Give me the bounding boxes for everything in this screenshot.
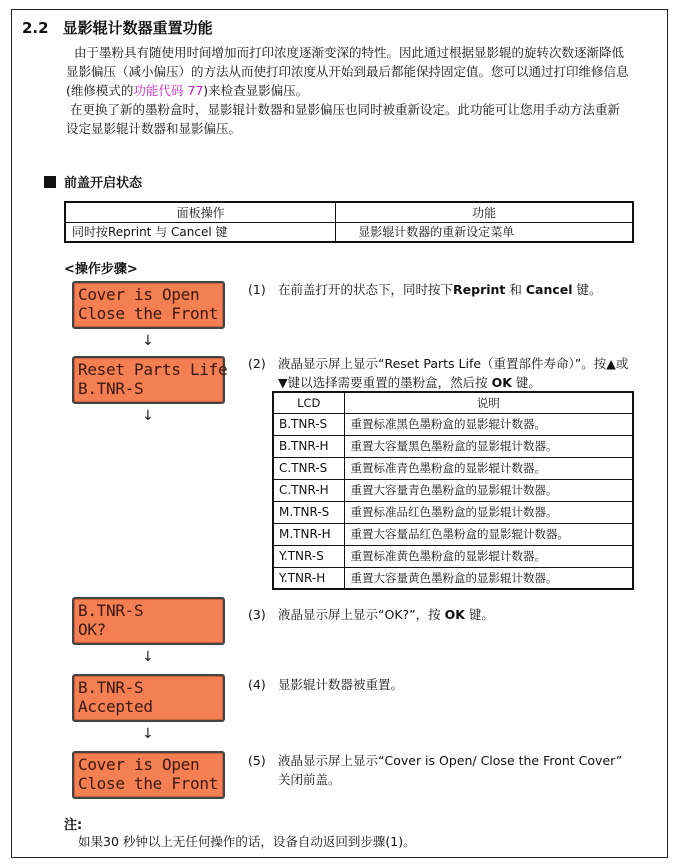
table-row: B.TNR-H 重置大容量黑色墨粉盒的显影辊计数器。 bbox=[273, 435, 633, 457]
table-header: 功能 bbox=[336, 202, 633, 222]
note-text: 如果30 秒钟以上无任何操作的话，设备自动返回到步骤(1)。 bbox=[78, 834, 416, 849]
step-number: (3) bbox=[248, 607, 266, 622]
down-arrow-icon: ↓ bbox=[142, 726, 154, 742]
table-row: M.TNR-H 重置大容量品红色墨粉盒的显影辊计数器。 bbox=[273, 523, 633, 545]
step-2: (2) 液晶显示屏上显示“Reset Parts Life（重置部件寿命）”。按▲或▼键以选择需要重置的墨粉盒，然后按 OK 键。 bbox=[248, 356, 629, 390]
lcd-line: OK? bbox=[78, 620, 106, 639]
lcd-line: Accepted bbox=[78, 697, 153, 716]
lcd-screen-2 bbox=[72, 356, 228, 404]
lcd-line: B.TNR-S bbox=[78, 601, 144, 620]
table-header: 说明 bbox=[344, 392, 633, 413]
page-title bbox=[22, 17, 213, 38]
lcd-line: Cover is Open bbox=[78, 285, 200, 304]
down-arrow-icon: ↓ bbox=[142, 333, 154, 349]
section-title: 显影辊计数器重置功能 bbox=[62, 19, 213, 37]
table-row: M.TNR-S 重置标准品红色墨粉盒的显影辊计数器。 bbox=[273, 501, 633, 523]
lcd-line: Close the Front bbox=[78, 304, 218, 323]
step-number: (1) bbox=[248, 282, 266, 297]
lcd-line: Reset Parts Life bbox=[78, 360, 228, 379]
step-4: (4) 显影辊计数器被重置。 bbox=[248, 677, 404, 692]
lcd-screen-5 bbox=[72, 751, 225, 799]
step-number: (2) bbox=[248, 356, 266, 371]
subsection-title: 前盖开启状态 bbox=[64, 176, 143, 191]
down-arrow-icon: ↓ bbox=[142, 649, 154, 665]
panel-operation-table bbox=[64, 201, 634, 243]
subsection-heading bbox=[44, 172, 142, 191]
lcd-line: Cover is Open bbox=[78, 755, 200, 774]
lcd-screen-1 bbox=[72, 281, 225, 329]
lcd-line: Close the Front bbox=[78, 774, 218, 793]
lcd-line: B.TNR-S bbox=[78, 379, 144, 398]
table-header: 面板操作 bbox=[65, 202, 336, 222]
table-row: Y.TNR-H 重置大容量黄色墨粉盒的显影辊计数器。 bbox=[273, 567, 633, 589]
step-number: (4) bbox=[248, 677, 266, 692]
lcd-description-table bbox=[272, 391, 634, 590]
steps-label: <操作步骤> bbox=[64, 262, 138, 277]
table-cell: 同时按Reprint 与 Cancel 键 bbox=[65, 222, 336, 242]
table-cell: 显影辊计数器的重新设定菜单 bbox=[336, 222, 633, 242]
function-code-link[interactable]: 功能代码 77 bbox=[133, 83, 204, 98]
intro-paragraph-1: 由于墨粉具有随使用时间增加而打印浓度逐渐变深的特性。因此通过根据显影辊的旋转次数逐渐降低显影偏压（减小偏压）的方法从而使打印浓度从开始到最后都能保持固定值。您可以通过打印维修信息(维修模式的功能代码 77)来检查显影偏压。 bbox=[66, 45, 629, 98]
table-header: LCD bbox=[273, 392, 344, 413]
step-3: (3) 液晶显示屏上显示“OK?”，按 OK 键。 bbox=[248, 607, 494, 622]
lcd-screen-3 bbox=[72, 597, 225, 645]
lcd-screen-4 bbox=[72, 674, 225, 722]
table-row: C.TNR-S 重置标准青色墨粉盒的显影辊计数器。 bbox=[273, 457, 633, 479]
square-bullet-icon bbox=[44, 176, 56, 188]
step-1: (1) 在前盖打开的状态下，同时按下Reprint 和 Cancel 键。 bbox=[248, 282, 602, 297]
down-arrow-icon: ↓ bbox=[142, 408, 154, 424]
table-row: Y.TNR-S 重置标准黄色墨粉盒的显影辊计数器。 bbox=[273, 545, 633, 567]
step-number: (5) bbox=[248, 753, 266, 768]
table-row: B.TNR-S 重置标准黑色墨粉盒的显影辊计数器。 bbox=[273, 413, 633, 435]
intro-paragraph-2: 在更换了新的墨粉盒时，显影辊计数器和显影偏压也同时被重新设定。此功能可让您用手动方法重新设定显影辊计数器和显影偏压。 bbox=[66, 102, 621, 136]
lcd-line: B.TNR-S bbox=[78, 678, 144, 697]
note-label: 注: bbox=[64, 818, 83, 833]
table-row: C.TNR-H 重置大容量青色墨粉盒的显影辊计数器。 bbox=[273, 479, 633, 501]
step-5: (5) 液晶显示屏上显示“Cover is Open/ Close the Front Cover” 关闭前盖。 bbox=[248, 753, 623, 787]
section-number: 2.2 bbox=[22, 19, 49, 37]
